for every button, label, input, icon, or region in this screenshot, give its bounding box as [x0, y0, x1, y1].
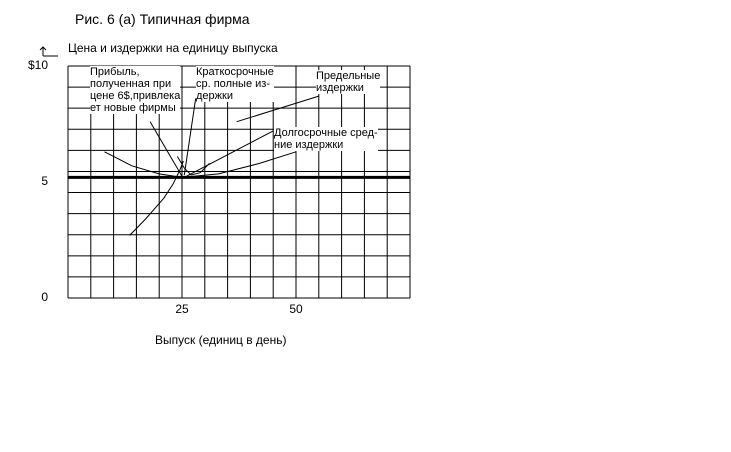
annotation-line: полученная при — [90, 78, 172, 90]
x-tick-label: 50 — [289, 302, 303, 316]
y-axis-label: Цена и издержки на единицу выпуска — [68, 41, 278, 55]
x-axis-label: Выпуск (единиц в день) — [155, 333, 287, 347]
y-tick-label: 0 — [41, 290, 48, 304]
annotation-line: Предельные — [316, 70, 381, 82]
series-line-lratc — [105, 152, 297, 178]
annotation-profit — [90, 66, 180, 114]
annotation-line: ние издержки — [274, 139, 344, 151]
y-tick-label: $10 — [27, 58, 48, 72]
annotation-line: цене 6$,привлека — [90, 90, 181, 102]
x-tick-label: 25 — [175, 302, 189, 316]
annotation-line: держки — [196, 90, 233, 102]
annotation-marginal-cost — [316, 70, 380, 94]
annotation-line: издержки — [316, 82, 364, 94]
annotation-line: ср. полные из- — [196, 78, 270, 90]
annotation-line: Долгосрочные сред- — [274, 127, 378, 139]
annotation-short-run-atc — [196, 66, 274, 102]
annotation-line: ет новые фирмы — [90, 102, 176, 114]
annotation-line: Краткосрочные — [196, 66, 274, 78]
annotation-long-run-atc — [274, 127, 378, 151]
series-line-mc — [130, 161, 184, 235]
figure-title: Рис. 6 (а) Типичная фирма — [75, 11, 250, 27]
leader-line-profit — [150, 122, 182, 177]
leader-line-lratc — [187, 131, 274, 176]
annotation-line: Прибыль, — [90, 66, 140, 78]
leader-line-sratc — [184, 98, 195, 175]
y-tick-label: 5 — [41, 174, 48, 188]
